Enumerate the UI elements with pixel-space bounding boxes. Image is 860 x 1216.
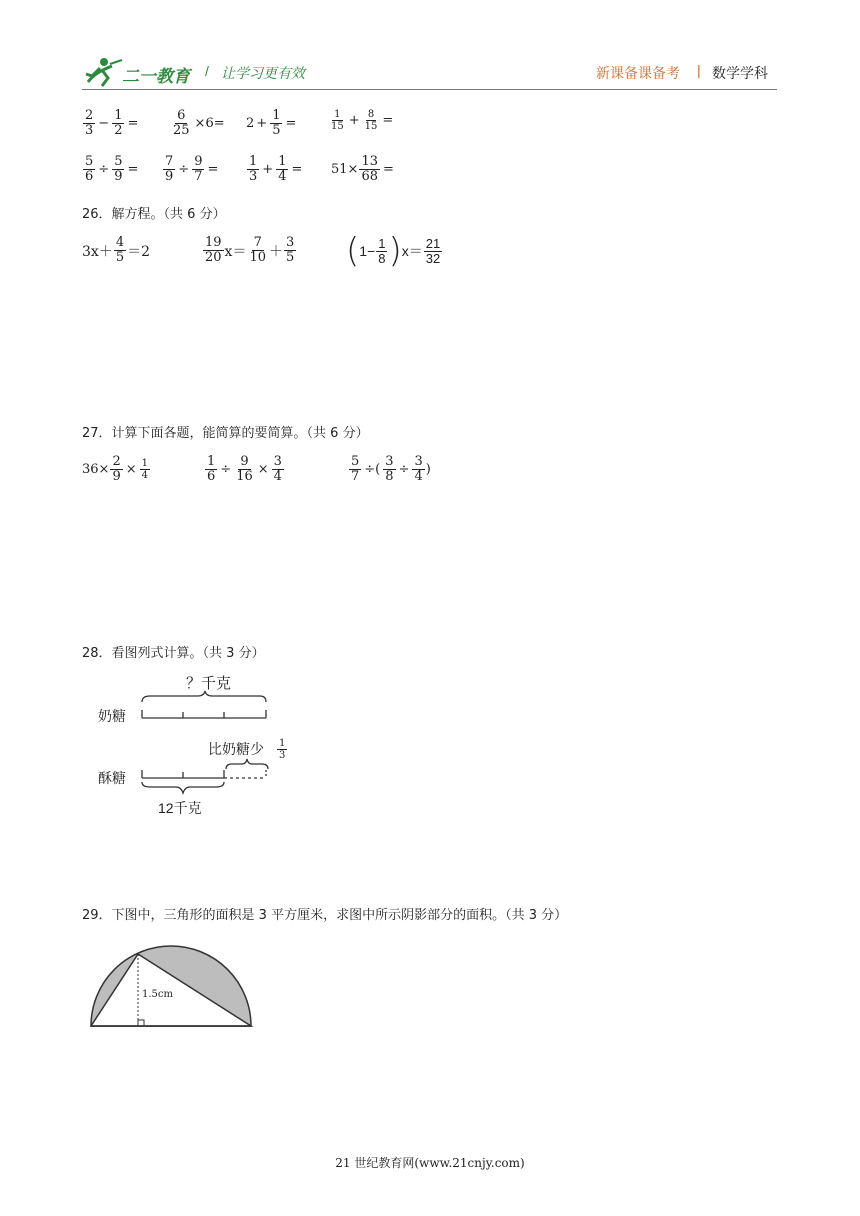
q28-bottom-label: 12千克	[158, 800, 202, 816]
calc-2-4: 51× $\frac{13}{68}$ =	[331, 154, 394, 184]
header-slash: /	[205, 63, 209, 79]
q27-expr1: 36× $\frac{2}{9}$ × $\frac{1}{4}$	[82, 454, 148, 484]
q26-title: 26．解方程。（共 6 分）	[82, 207, 226, 222]
q28-row1-bar	[140, 706, 270, 720]
q26-eq2: $\frac{19}{20}$ x＝ $\frac{7}{10}$ ＋ $\frac{3}{5}$	[205, 235, 295, 265]
q27-expr3: $\frac{5}{7}$ ÷( $\frac{3}{8}$ ÷ $\frac{3}{4}$ )	[351, 454, 431, 484]
calc-1-3: 2 + $\frac{1}{5}$ =	[246, 108, 297, 138]
q29-title: 29．下图中，三角形的面积是 3 平方厘米，求图中所示阴影部分的面积。（共 3 分）	[82, 908, 568, 923]
calc-2-1: $\frac{5}{6}$ ÷ $\frac{5}{9}$ =	[85, 154, 139, 184]
q26-eq1: 3x＋ $\frac{4}{5}$ ＝2	[82, 235, 151, 265]
header-rule	[82, 89, 777, 90]
calc-2-3: $\frac{1}{3}$ + $\frac{1}{4}$ =	[249, 154, 303, 184]
q28-top-label: ？千克	[186, 675, 232, 692]
calc-1-4: $\frac{1}{15}$ + $\frac{8}{15}$ =	[331, 109, 394, 132]
calc-1-2: $\frac{6}{25}$ ×6=	[173, 108, 225, 138]
q28-row1-label: 奶糖	[98, 708, 126, 724]
q28-row2-bar	[140, 766, 272, 796]
q28-title: 28．看图列式计算。（共 3 分）	[82, 646, 265, 661]
header-slogan: 让学习更有效	[221, 65, 305, 81]
logo-text: 二一教育	[122, 67, 190, 86]
header-right-label-2: 数学学科	[712, 65, 768, 81]
q28-top-brace	[140, 690, 270, 704]
q27-expr2: $\frac{1}{6}$ ÷ $\frac{9}{16}$ × $\frac{3}{4}$	[207, 454, 282, 484]
page-footer: 21 世纪教育网(www.21cnjy.com)	[335, 1156, 525, 1170]
q28-less-label: 比奶糖少	[208, 741, 264, 757]
q29-height-label: 1.5cm	[142, 989, 173, 1000]
header	[0, 0, 860, 95]
q28-diagram	[96, 668, 316, 823]
q26-eq3: ( 1− $\frac{1}{8}$ ) x＝ $\frac{21}{32}$	[346, 231, 441, 271]
q28-row2-label: 酥糖	[98, 770, 126, 786]
calc-2-2: $\frac{7}{9}$ ÷ $\frac{9}{7}$ =	[165, 154, 219, 184]
header-separator: |	[697, 62, 701, 78]
header-right-label-1: 新课备课备考	[596, 65, 680, 81]
q29-semicircle-figure	[88, 940, 254, 1032]
q27-title: 27．计算下面各题，能简算的要简算。（共 6 分）	[82, 426, 369, 441]
calc-1-1: $\frac{2}{3}$ − $\frac{1}{2}$ =	[85, 108, 139, 138]
logo-runner-icon	[82, 56, 124, 88]
q28-less-fraction: $\frac{1}{3}$	[279, 738, 286, 761]
